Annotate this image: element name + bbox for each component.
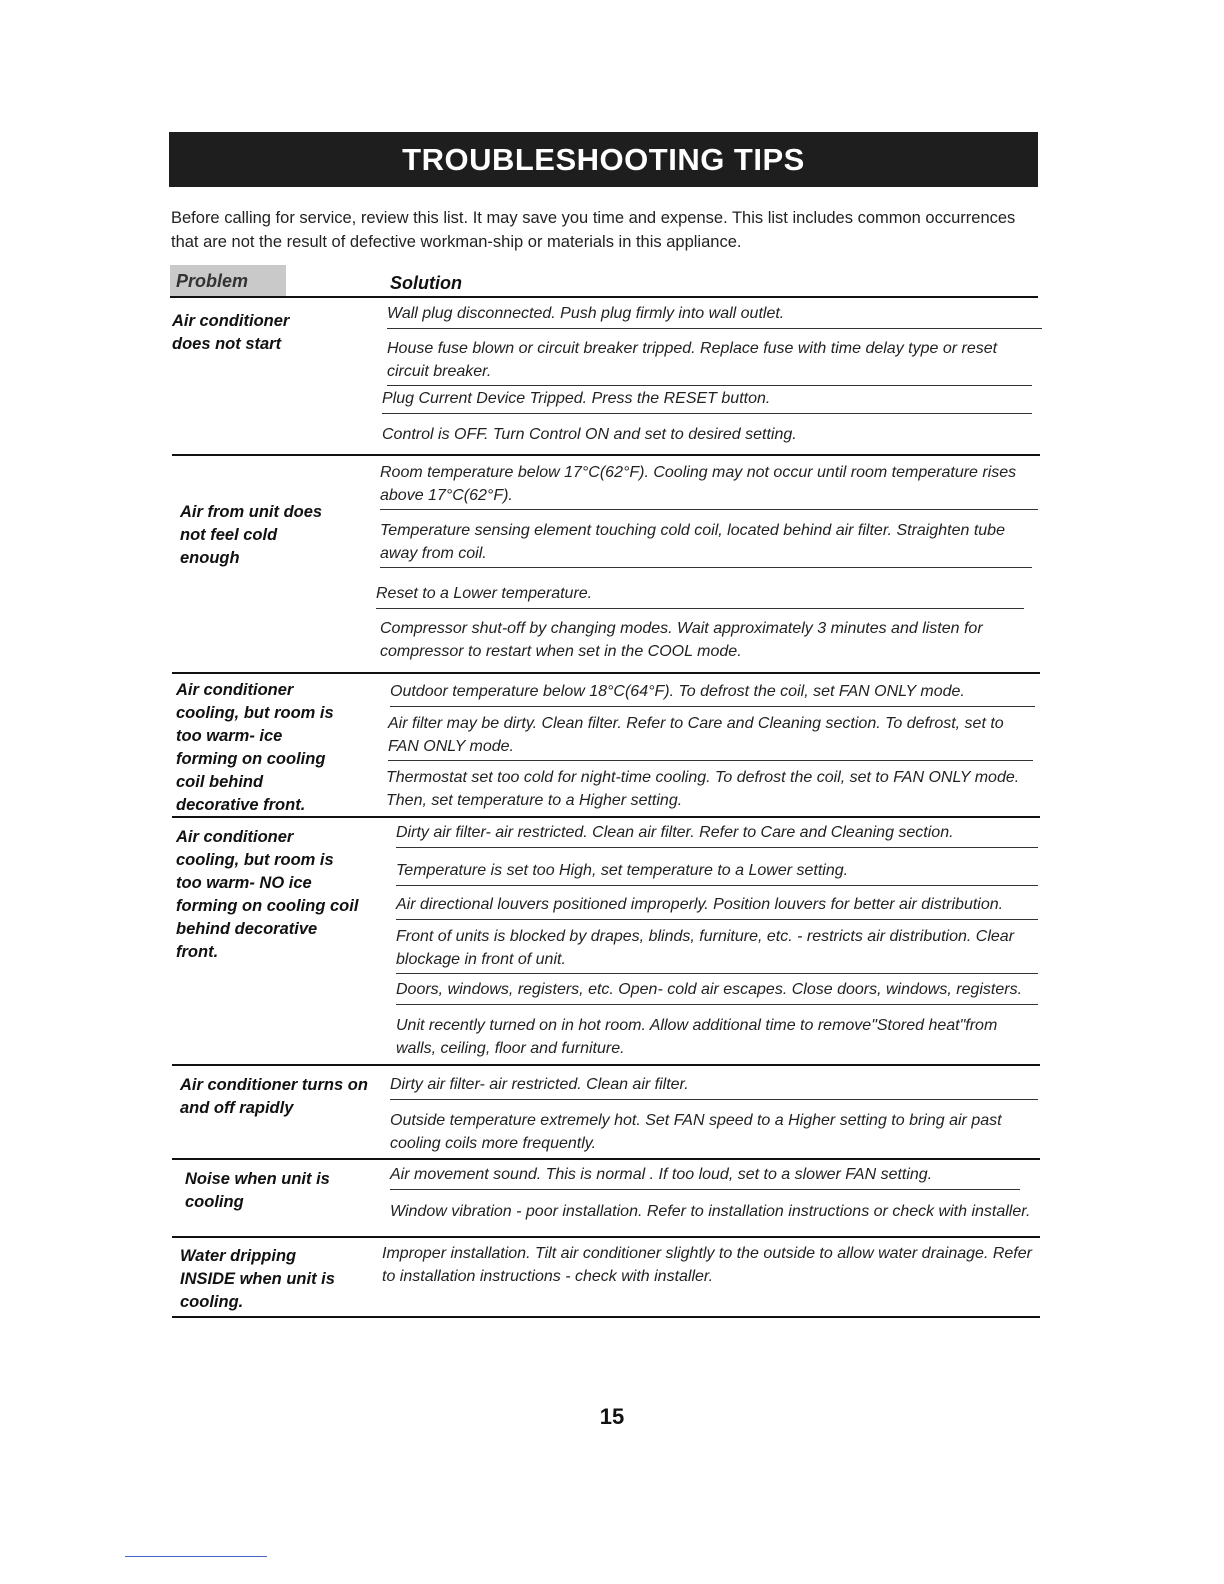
table-row: [172, 454, 1040, 672]
solution-text: Air movement sound. This is normal . If too loud, set to a slower FAN setting.: [390, 1164, 1020, 1190]
page-title-banner: [169, 132, 1038, 187]
solution-text: Thermostat set too cold for night-time cooling. To defrost the coil, set to FAN ONLY mode. Then, set temperature to a Higher setting.: [386, 769, 1020, 809]
solution-text: Wall plug disconnected. Push plug firmly into wall outlet.: [387, 303, 1042, 329]
table-header: [170, 263, 1038, 297]
solution-text: Temperature sensing element touching cold coil, located behind air filter. Straighten tube away from coil.: [380, 520, 1032, 568]
solution-text: Window vibration - poor installation. Refer to installation instructions or check with installer.: [390, 1203, 1031, 1220]
table-bottom-divider: [172, 1316, 1040, 1318]
solution-text: Unit recently turned on in hot room. Allow additional time to remove"Stored heat"from walls, ceiling, floor and furniture.: [396, 1017, 998, 1057]
table-row: [172, 672, 1040, 816]
solution-text: Outdoor temperature below 18°C(64°F). To defrost the coil, set FAN ONLY mode.: [390, 681, 1035, 707]
solution-text: Temperature is set too High, set temperature to a Lower setting.: [396, 860, 1038, 886]
header-divider: [170, 296, 1038, 298]
problem-label: Air conditioner cooling, but room is too warm- NO ice forming on cooling coil behind decorative front.: [176, 828, 359, 961]
solution-text: Improper installation. Tilt air conditioner slightly to the outside to allow water drainage. Refer to installation instructions - check with installer.: [382, 1245, 1032, 1285]
problem-label: Air conditioner turns on and off rapidly: [180, 1076, 368, 1117]
problem-column-header: Problem: [170, 265, 286, 297]
page-title: TROUBLESHOOTING TIPS: [402, 141, 805, 177]
solution-text: House fuse blown or circuit breaker tripped. Replace fuse with time delay type or reset circuit breaker.: [387, 338, 1032, 386]
solution-column-header: Solution: [390, 273, 462, 293]
table-row: [172, 1236, 1040, 1318]
solution-text: Air directional louvers positioned improperly. Position louvers for better air distribution.: [396, 894, 1038, 920]
footer-rule: [125, 1556, 267, 1557]
problem-label: Air conditioner does not start: [172, 312, 290, 353]
table-row: [172, 1064, 1040, 1158]
problem-label: Air from unit does not feel cold enough: [180, 503, 323, 567]
table-row: [172, 1158, 1040, 1236]
solution-text: Outside temperature extremely hot. Set FAN speed to a Higher setting to bring air past cooling coils more frequently.: [390, 1112, 1002, 1152]
solution-text: Front of units is blocked by drapes, blinds, furniture, etc. - restricts air distribution. Clear blockage in front of unit.: [396, 926, 1038, 974]
solution-text: Plug Current Device Tripped. Press the RESET button.: [382, 388, 1032, 414]
intro-paragraph: Before calling for service, review this list. It may save you time and expense. This list includes common occurrences that are not the result of defective workman-ship or materials in this appliance.: [171, 209, 1016, 251]
table-row: [172, 300, 1040, 452]
problem-label: Air conditioner cooling, but room is too warm- ice forming on cooling coil behind decorative front.: [176, 681, 334, 814]
page-number: 15: [599, 1404, 625, 1429]
solution-text: Dirty air filter- air restricted. Clean air filter. Refer to Care and Cleaning section.: [396, 822, 1038, 848]
problem-label: Noise when unit is cooling: [185, 1170, 330, 1211]
solution-text: Air filter may be dirty. Clean filter. Refer to Care and Cleaning section. To defrost, set to FAN ONLY mode.: [388, 713, 1033, 761]
solution-text: Dirty air filter- air restricted. Clean air filter.: [390, 1074, 1038, 1100]
solution-text: Reset to a Lower temperature.: [376, 583, 1024, 609]
problem-label: Water dripping INSIDE when unit is cooling.: [180, 1247, 335, 1311]
solution-text: Control is OFF. Turn Control ON and set to desired setting.: [382, 426, 797, 443]
solution-text: Doors, windows, registers, etc. Open- cold air escapes. Close doors, windows, registers.: [396, 979, 1038, 1005]
solution-text: Room temperature below 17°C(62°F). Cooling may not occur until room temperature rises above 17°C(62°F).: [380, 462, 1038, 510]
table-row: [172, 816, 1040, 1064]
solution-text: Compressor shut-off by changing modes. Wait approximately 3 minutes and listen for compressor to restart when set in the COOL mode.: [380, 620, 983, 660]
